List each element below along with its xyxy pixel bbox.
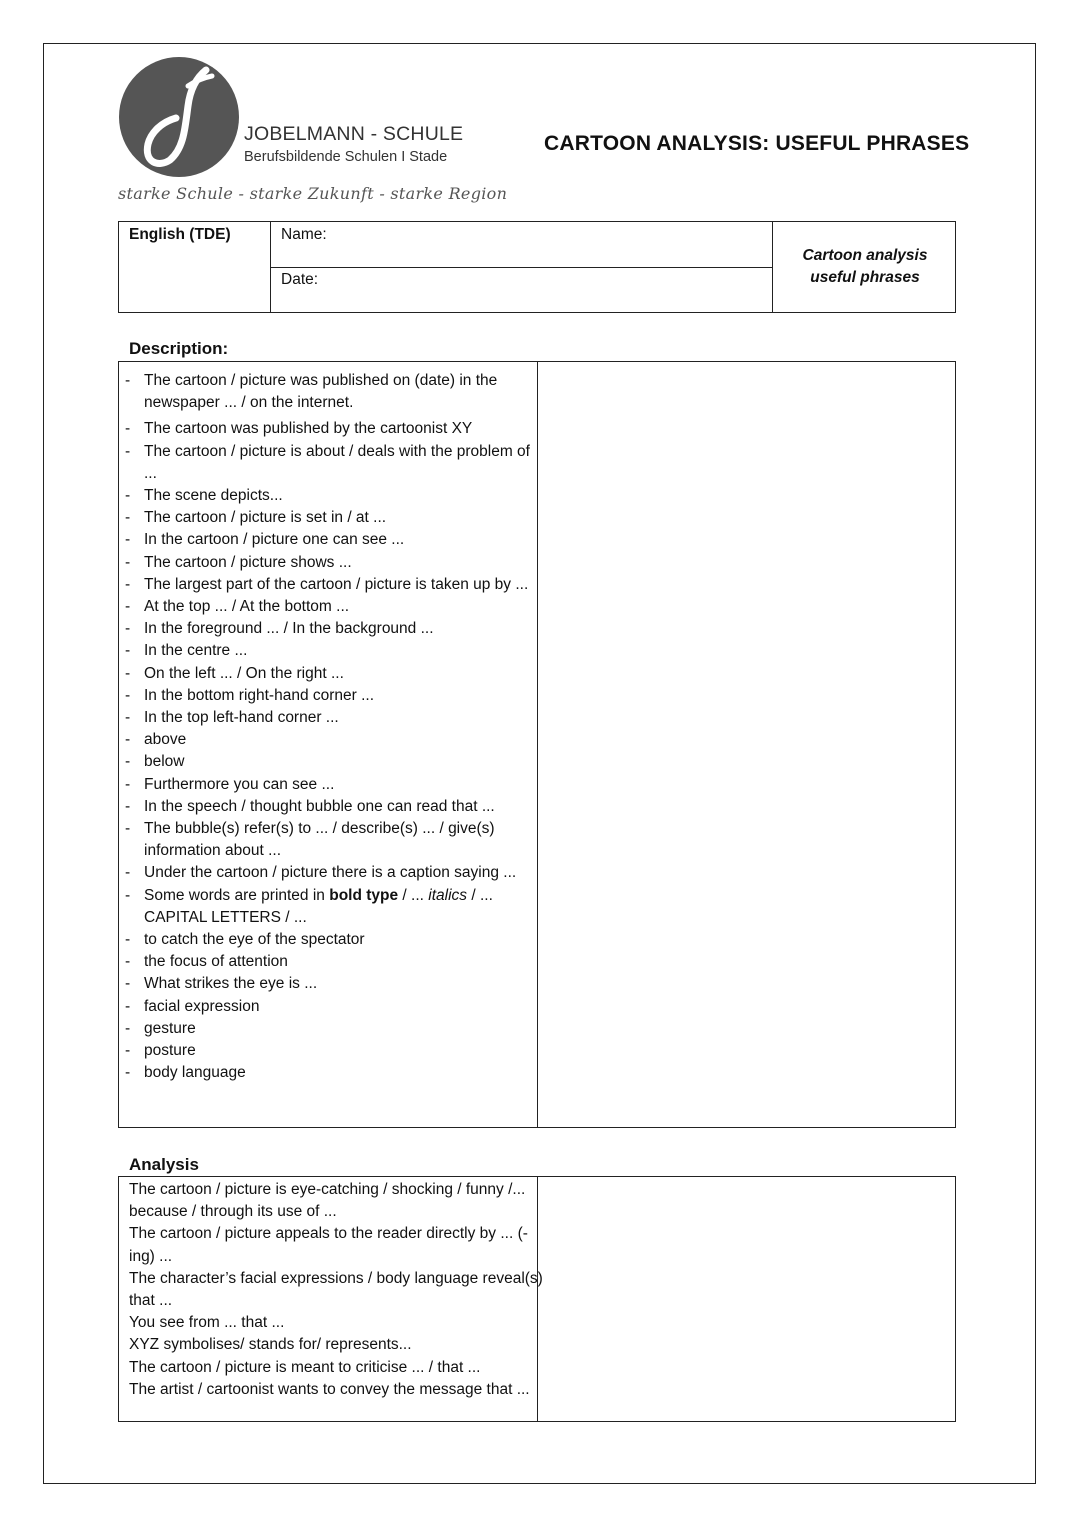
list-item: - body language (119, 1062, 537, 1084)
topic-line-1: Cartoon analysis (802, 247, 928, 264)
list-item: - the focus of attention (119, 951, 537, 973)
page-title: CARTOON ANALYSIS: USEFUL PHRASES (544, 132, 970, 155)
analysis-line: The cartoon / picture appeals to the reader directly by ... (-ing) ... (129, 1225, 528, 1265)
analysis-line: The character’s facial expressions / body language reveal(s) that ... (129, 1269, 543, 1310)
list-item: - to catch the eye of the spectator (119, 929, 537, 951)
list-item: - The cartoon / picture is about / deals with the problem of ... (119, 441, 537, 485)
list-item: - above (119, 729, 537, 751)
subject-label: English (TDE) (129, 226, 231, 243)
typeface-separator: / ... (398, 886, 429, 904)
school-name: JOBELMANN - SCHULE (244, 123, 464, 145)
list-item: - gesture (119, 1018, 537, 1040)
list-item: - below (119, 751, 537, 773)
analysis-line: XYZ symbolises/ stands for/ represents... (129, 1336, 412, 1354)
list-item: - Under the cartoon / picture there is a caption saying ... (119, 862, 537, 884)
list-item: - In the cartoon / picture one can see ... (119, 529, 537, 551)
italics-example: italics (428, 886, 468, 904)
list-item: - The bubble(s) refer(s) to ... / describe(s) ... / give(s) information about ... (119, 818, 537, 862)
list-item: - The cartoon was published by the cartoonist XY (119, 418, 537, 440)
list-item: - In the top left-hand corner ... (119, 707, 537, 729)
jobelmann-logo-icon (118, 56, 240, 178)
column-divider (537, 362, 538, 1127)
analysis-line: The cartoon / picture is eye-catching / shocking / funny /... because / through its use of ... (129, 1181, 526, 1221)
name-field-label: Name: (281, 226, 327, 243)
list-item: - posture (119, 1040, 537, 1062)
list-item-typefaces (119, 885, 537, 929)
row-divider (271, 267, 772, 268)
description-box (118, 361, 956, 1128)
topic-cell (773, 222, 957, 312)
topic-line-2: useful phrases (810, 269, 920, 286)
analysis-heading: Analysis (129, 1155, 199, 1174)
list-item: - The cartoon / picture was published on (date) in the newspaper ... / on the internet. (119, 370, 537, 414)
typeface-rest: / ... CAPITAL LETTERS / ... (144, 886, 493, 926)
analysis-box (118, 1176, 956, 1422)
info-table (118, 221, 956, 313)
bold-type-example: bold type (329, 886, 399, 904)
school-subtitle: Berufsbildende Schulen I Stade (244, 149, 448, 165)
list-item: - Furthermore you can see ... (119, 774, 537, 796)
subject-cell (119, 222, 271, 312)
typeface-intro: Some words are printed in (144, 886, 325, 904)
analysis-phrases (119, 1177, 551, 1401)
column-divider (537, 1177, 538, 1421)
list-item: - The scene depicts... (119, 485, 537, 507)
list-item: - In the centre ... (119, 640, 537, 662)
list-item: - The cartoon / picture shows ... (119, 552, 537, 574)
analysis-line: The artist / cartoonist wants to convey the message that ... (129, 1380, 530, 1398)
description-heading: Description: (129, 339, 229, 358)
school-slogan: starke Schule - starke Zukunft - starke Region (118, 184, 508, 203)
list-item: - In the foreground ... / In the background ... (119, 618, 537, 640)
list-item: - The largest part of the cartoon / picture is taken up by ... (119, 574, 537, 596)
list-item: - The cartoon / picture is set in / at ... (119, 507, 537, 529)
date-field-label: Date: (281, 271, 319, 288)
list-item: - In the speech / thought bubble one can read that ... (119, 796, 537, 818)
analysis-line: You see from ... that ... (129, 1314, 285, 1332)
name-date-cell (271, 222, 773, 312)
list-item: - On the left ... / On the right ... (119, 663, 537, 685)
analysis-line: The cartoon / picture is meant to criticise ... / that ... (129, 1358, 481, 1376)
list-item: - At the top ... / At the bottom ... (119, 596, 537, 618)
list-item: - facial expression (119, 996, 537, 1018)
list-item: - What strikes the eye is ... (119, 973, 537, 995)
list-item: - In the bottom right-hand corner ... (119, 685, 537, 707)
description-phrases (119, 362, 537, 1085)
